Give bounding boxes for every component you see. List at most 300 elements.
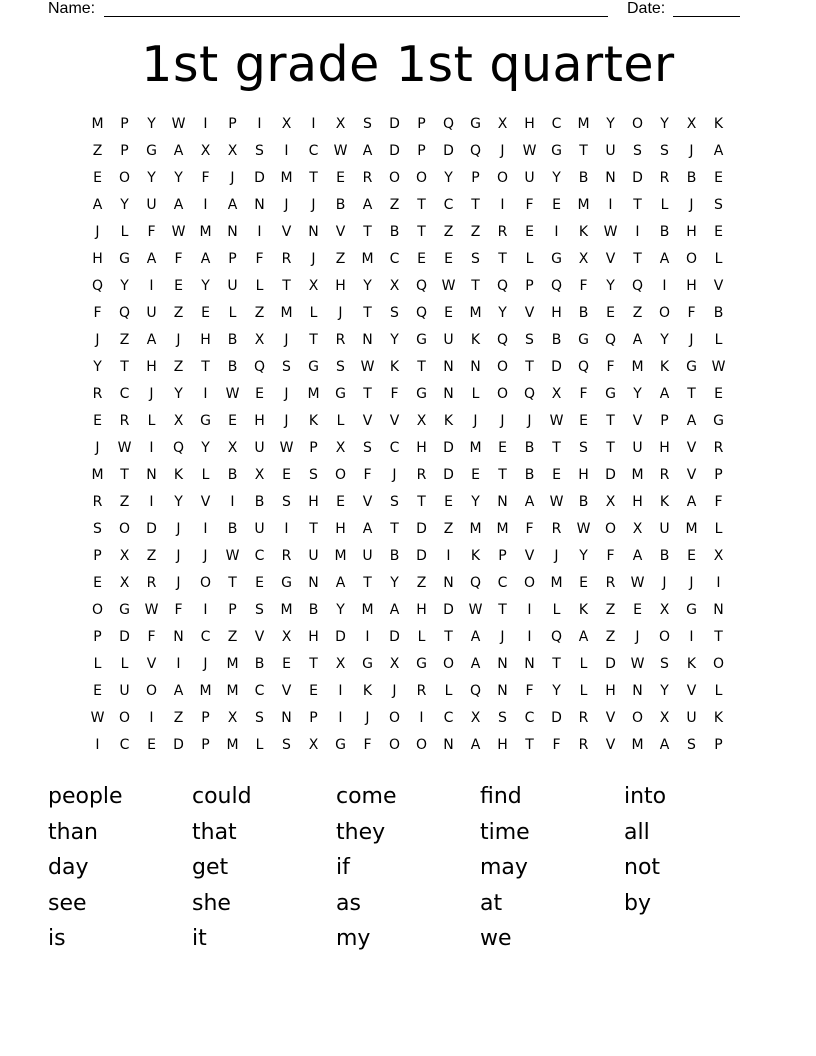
grid-letter[interactable]: X	[281, 116, 292, 132]
grid-letter[interactable]: I	[257, 116, 262, 132]
grid-letter[interactable]: J	[176, 548, 181, 564]
grid-letter[interactable]: S	[255, 710, 264, 726]
grid-letter[interactable]: T	[552, 440, 561, 456]
grid-letter[interactable]: N	[443, 737, 454, 753]
grid-letter[interactable]: F	[201, 170, 210, 186]
grid-letter[interactable]: I	[149, 710, 154, 726]
grid-letter[interactable]: O	[631, 710, 644, 726]
grid-letter[interactable]: Y	[120, 197, 129, 213]
grid-letter[interactable]: J	[527, 413, 532, 429]
grid-letter[interactable]: P	[228, 251, 237, 267]
grid-letter[interactable]: S	[363, 116, 372, 132]
grid-letter[interactable]: Q	[523, 386, 536, 402]
grid-letter[interactable]: F	[525, 197, 534, 213]
grid-letter[interactable]: Y	[363, 278, 372, 294]
grid-letter[interactable]: B	[524, 467, 535, 483]
grid-letter[interactable]: Z	[470, 224, 481, 240]
grid-letter[interactable]: O	[118, 521, 131, 537]
grid-letter[interactable]: E	[255, 575, 264, 591]
grid-letter[interactable]: V	[524, 305, 535, 321]
grid-letter[interactable]: K	[470, 332, 481, 348]
grid-letter[interactable]: T	[417, 359, 426, 375]
grid-letter[interactable]: A	[470, 656, 481, 672]
grid-letter[interactable]: V	[632, 413, 643, 429]
grid-letter[interactable]: H	[497, 737, 508, 753]
grid-letter[interactable]: Z	[119, 494, 130, 510]
grid-letter[interactable]: Y	[390, 332, 399, 348]
grid-letter[interactable]: V	[389, 413, 400, 429]
grid-letter[interactable]: P	[120, 143, 129, 159]
name-blank-line[interactable]	[104, 16, 608, 17]
grid-letter[interactable]: S	[471, 251, 480, 267]
grid-letter[interactable]: I	[716, 575, 721, 591]
grid-letter[interactable]: M	[226, 683, 239, 699]
grid-letter[interactable]: F	[687, 305, 696, 321]
grid-letter[interactable]: T	[498, 251, 507, 267]
grid-letter[interactable]: A	[524, 494, 535, 510]
grid-letter[interactable]: D	[416, 548, 427, 564]
grid-letter[interactable]: K	[659, 359, 670, 375]
grid-letter[interactable]: U	[659, 521, 670, 537]
grid-letter[interactable]: N	[443, 386, 454, 402]
grid-letter[interactable]: E	[255, 386, 264, 402]
grid-letter[interactable]: I	[338, 710, 343, 726]
grid-letter[interactable]: S	[309, 467, 318, 483]
grid-letter[interactable]: D	[632, 170, 643, 186]
grid-letter[interactable]: T	[417, 494, 426, 510]
grid-letter[interactable]: B	[389, 224, 400, 240]
grid-letter[interactable]: I	[203, 602, 208, 618]
grid-letter[interactable]: C	[254, 548, 265, 564]
grid-letter[interactable]: M	[91, 467, 104, 483]
grid-letter[interactable]: H	[146, 359, 157, 375]
grid-letter[interactable]: Y	[498, 305, 507, 321]
grid-letter[interactable]: Z	[605, 602, 616, 618]
grid-letter[interactable]: H	[335, 521, 346, 537]
grid-letter[interactable]: Q	[253, 359, 266, 375]
grid-letter[interactable]: C	[443, 197, 454, 213]
grid-letter[interactable]: C	[308, 143, 319, 159]
grid-letter[interactable]: A	[659, 737, 670, 753]
grid-letter[interactable]: T	[282, 278, 291, 294]
grid-letter[interactable]: L	[471, 386, 480, 402]
date-blank-line[interactable]	[673, 16, 740, 17]
grid-letter[interactable]: J	[284, 332, 289, 348]
grid-letter[interactable]: M	[685, 521, 698, 537]
grid-letter[interactable]: J	[338, 305, 343, 321]
grid-letter[interactable]: W	[225, 548, 240, 564]
grid-letter[interactable]: Q	[469, 575, 482, 591]
grid-letter[interactable]: U	[146, 305, 157, 321]
grid-letter[interactable]: M	[469, 305, 482, 321]
grid-letter[interactable]: S	[255, 143, 264, 159]
grid-letter[interactable]: I	[500, 197, 505, 213]
grid-letter[interactable]: X	[308, 278, 319, 294]
grid-letter[interactable]: T	[363, 575, 372, 591]
grid-letter[interactable]: X	[308, 737, 319, 753]
grid-letter[interactable]: O	[496, 386, 509, 402]
grid-letter[interactable]: E	[282, 656, 291, 672]
grid-letter[interactable]: H	[578, 467, 589, 483]
grid-letter[interactable]: K	[389, 359, 400, 375]
grid-letter[interactable]: Y	[174, 494, 183, 510]
grid-letter[interactable]: A	[659, 251, 670, 267]
grid-letter[interactable]: L	[201, 467, 210, 483]
grid-letter[interactable]: Q	[91, 278, 104, 294]
grid-letter[interactable]: C	[389, 251, 400, 267]
grid-letter[interactable]: W	[90, 710, 105, 726]
grid-letter[interactable]: K	[470, 548, 481, 564]
grid-letter[interactable]: N	[362, 332, 373, 348]
grid-letter[interactable]: A	[173, 683, 184, 699]
grid-letter[interactable]: Z	[443, 521, 454, 537]
grid-letter[interactable]: J	[176, 575, 181, 591]
grid-letter[interactable]: O	[712, 656, 725, 672]
grid-letter[interactable]: U	[605, 143, 616, 159]
grid-letter[interactable]: B	[659, 224, 670, 240]
grid-letter[interactable]: P	[93, 629, 102, 645]
grid-letter[interactable]: O	[415, 170, 428, 186]
grid-letter[interactable]: X	[416, 413, 427, 429]
grid-letter[interactable]: A	[470, 629, 481, 645]
grid-letter[interactable]: X	[659, 710, 670, 726]
grid-letter[interactable]: T	[471, 278, 480, 294]
grid-letter[interactable]: O	[658, 629, 671, 645]
grid-letter[interactable]: E	[282, 467, 291, 483]
grid-letter[interactable]: S	[282, 359, 291, 375]
grid-letter[interactable]: G	[686, 602, 697, 618]
grid-letter[interactable]: J	[149, 386, 154, 402]
grid-letter[interactable]: B	[524, 440, 535, 456]
grid-letter[interactable]: Z	[605, 629, 616, 645]
grid-letter[interactable]: M	[631, 737, 644, 753]
grid-letter[interactable]: W	[360, 359, 375, 375]
grid-letter[interactable]: N	[254, 197, 265, 213]
grid-letter[interactable]: Z	[443, 224, 454, 240]
grid-letter[interactable]: A	[686, 494, 697, 510]
grid-letter[interactable]: W	[117, 440, 132, 456]
grid-letter[interactable]: B	[578, 170, 589, 186]
grid-letter[interactable]: E	[444, 251, 453, 267]
grid-letter[interactable]: S	[336, 359, 345, 375]
grid-letter[interactable]: D	[551, 359, 562, 375]
grid-letter[interactable]: H	[659, 440, 670, 456]
grid-letter[interactable]: M	[226, 737, 239, 753]
grid-letter[interactable]: W	[333, 143, 348, 159]
grid-letter[interactable]: D	[146, 521, 157, 537]
grid-letter[interactable]: S	[390, 305, 399, 321]
grid-letter[interactable]: R	[146, 575, 157, 591]
grid-letter[interactable]: I	[419, 710, 424, 726]
grid-letter[interactable]: W	[630, 656, 645, 672]
grid-letter[interactable]: P	[93, 548, 102, 564]
grid-letter[interactable]: Z	[335, 251, 346, 267]
grid-letter[interactable]: E	[714, 386, 723, 402]
grid-letter[interactable]: T	[417, 224, 426, 240]
grid-letter[interactable]: R	[578, 710, 589, 726]
grid-letter[interactable]: U	[686, 710, 697, 726]
grid-letter[interactable]: A	[578, 629, 589, 645]
grid-letter[interactable]: P	[471, 170, 480, 186]
grid-letter[interactable]: U	[146, 197, 157, 213]
grid-letter[interactable]: P	[660, 413, 669, 429]
grid-letter[interactable]: Q	[442, 116, 455, 132]
grid-letter[interactable]: L	[147, 413, 156, 429]
grid-letter[interactable]: Q	[496, 332, 509, 348]
grid-letter[interactable]: Q	[172, 440, 185, 456]
grid-letter[interactable]: J	[284, 197, 289, 213]
grid-letter[interactable]: L	[525, 251, 534, 267]
grid-letter[interactable]: J	[500, 629, 505, 645]
grid-letter[interactable]: A	[92, 197, 103, 213]
grid-letter[interactable]: I	[203, 386, 208, 402]
grid-letter[interactable]: Q	[550, 629, 563, 645]
grid-letter[interactable]: G	[335, 737, 346, 753]
grid-letter[interactable]: E	[714, 170, 723, 186]
grid-letter[interactable]: P	[228, 116, 237, 132]
grid-letter[interactable]: X	[389, 656, 400, 672]
grid-letter[interactable]: L	[336, 413, 345, 429]
grid-letter[interactable]: E	[525, 224, 534, 240]
grid-letter[interactable]: J	[392, 683, 397, 699]
grid-letter[interactable]: Z	[173, 710, 184, 726]
grid-letter[interactable]: U	[362, 548, 373, 564]
grid-letter[interactable]: O	[631, 116, 644, 132]
grid-letter[interactable]: F	[147, 224, 156, 240]
grid-letter[interactable]: P	[228, 602, 237, 618]
grid-letter[interactable]: A	[173, 143, 184, 159]
grid-letter[interactable]: X	[200, 143, 211, 159]
grid-letter[interactable]: K	[173, 467, 184, 483]
grid-letter[interactable]: R	[578, 737, 589, 753]
grid-letter[interactable]: Z	[632, 305, 643, 321]
grid-letter[interactable]: D	[443, 467, 454, 483]
grid-letter[interactable]: L	[120, 224, 129, 240]
grid-letter[interactable]: P	[714, 467, 723, 483]
grid-letter[interactable]: J	[230, 170, 235, 186]
grid-letter[interactable]: Y	[552, 170, 561, 186]
grid-letter[interactable]: X	[470, 710, 481, 726]
grid-letter[interactable]: H	[551, 305, 562, 321]
grid-letter[interactable]: I	[95, 737, 100, 753]
grid-letter[interactable]: M	[280, 170, 293, 186]
grid-letter[interactable]: D	[443, 440, 454, 456]
grid-letter[interactable]: U	[443, 332, 454, 348]
grid-letter[interactable]: E	[93, 683, 102, 699]
grid-letter[interactable]: I	[554, 224, 559, 240]
grid-letter[interactable]: C	[497, 575, 508, 591]
grid-letter[interactable]: U	[632, 440, 643, 456]
grid-letter[interactable]: V	[686, 683, 697, 699]
grid-letter[interactable]: F	[147, 629, 156, 645]
grid-letter[interactable]: R	[713, 440, 724, 456]
grid-letter[interactable]: R	[659, 467, 670, 483]
grid-letter[interactable]: N	[632, 683, 643, 699]
grid-letter[interactable]: G	[686, 359, 697, 375]
grid-letter[interactable]: I	[284, 521, 289, 537]
grid-letter[interactable]: A	[362, 143, 373, 159]
grid-letter[interactable]: H	[308, 494, 319, 510]
grid-letter[interactable]: H	[524, 116, 535, 132]
grid-letter[interactable]: S	[660, 143, 669, 159]
grid-letter[interactable]: X	[713, 548, 724, 564]
grid-letter[interactable]: B	[335, 197, 346, 213]
grid-letter[interactable]: E	[336, 170, 345, 186]
grid-letter[interactable]: V	[254, 629, 265, 645]
grid-letter[interactable]: B	[686, 170, 697, 186]
grid-letter[interactable]: J	[473, 413, 478, 429]
grid-letter[interactable]: G	[335, 386, 346, 402]
grid-letter[interactable]: D	[551, 710, 562, 726]
grid-letter[interactable]: E	[93, 170, 102, 186]
grid-letter[interactable]: T	[471, 197, 480, 213]
grid-letter[interactable]: W	[603, 224, 618, 240]
grid-letter[interactable]: G	[713, 413, 724, 429]
grid-letter[interactable]: I	[689, 629, 694, 645]
grid-letter[interactable]: R	[92, 494, 103, 510]
grid-letter[interactable]: R	[362, 170, 373, 186]
grid-letter[interactable]: Q	[415, 278, 428, 294]
grid-letter[interactable]: I	[608, 197, 613, 213]
grid-letter[interactable]: B	[659, 548, 670, 564]
grid-letter[interactable]: N	[281, 710, 292, 726]
grid-letter[interactable]: F	[174, 602, 183, 618]
grid-letter[interactable]: Y	[390, 575, 399, 591]
grid-letter[interactable]: C	[119, 737, 130, 753]
grid-letter[interactable]: N	[146, 467, 157, 483]
grid-letter[interactable]: R	[497, 224, 508, 240]
grid-letter[interactable]: O	[442, 656, 455, 672]
grid-letter[interactable]: G	[578, 332, 589, 348]
grid-letter[interactable]: S	[525, 332, 534, 348]
grid-letter[interactable]: W	[549, 413, 564, 429]
grid-letter[interactable]: Y	[660, 332, 669, 348]
grid-letter[interactable]: T	[120, 359, 129, 375]
grid-letter[interactable]: E	[147, 737, 156, 753]
grid-letter[interactable]: P	[714, 737, 723, 753]
grid-letter[interactable]: V	[200, 494, 211, 510]
grid-letter[interactable]: Y	[660, 116, 669, 132]
grid-letter[interactable]: D	[254, 170, 265, 186]
grid-letter[interactable]: T	[309, 656, 318, 672]
grid-letter[interactable]: G	[551, 251, 562, 267]
grid-letter[interactable]: E	[201, 305, 210, 321]
grid-letter[interactable]: B	[227, 332, 238, 348]
grid-letter[interactable]: I	[635, 224, 640, 240]
grid-letter[interactable]: M	[361, 251, 374, 267]
grid-letter[interactable]: M	[280, 305, 293, 321]
grid-letter[interactable]: U	[254, 521, 265, 537]
grid-letter[interactable]: O	[523, 575, 536, 591]
grid-letter[interactable]: L	[714, 332, 723, 348]
grid-letter[interactable]: O	[604, 521, 617, 537]
grid-letter[interactable]: J	[635, 629, 640, 645]
grid-letter[interactable]: N	[308, 575, 319, 591]
grid-letter[interactable]: V	[362, 413, 373, 429]
grid-letter[interactable]: A	[389, 602, 400, 618]
grid-letter[interactable]: N	[524, 656, 535, 672]
grid-letter[interactable]: O	[118, 170, 131, 186]
grid-letter[interactable]: R	[119, 413, 130, 429]
grid-letter[interactable]: L	[444, 683, 453, 699]
grid-letter[interactable]: A	[659, 386, 670, 402]
grid-letter[interactable]: G	[146, 143, 157, 159]
grid-letter[interactable]: M	[334, 548, 347, 564]
grid-letter[interactable]: U	[227, 278, 238, 294]
grid-letter[interactable]: M	[469, 440, 482, 456]
grid-letter[interactable]: K	[578, 602, 589, 618]
grid-letter[interactable]: O	[91, 602, 104, 618]
grid-letter[interactable]: P	[120, 116, 129, 132]
grid-letter[interactable]: I	[203, 521, 208, 537]
grid-letter[interactable]: O	[496, 359, 509, 375]
grid-letter[interactable]: Z	[173, 305, 184, 321]
grid-letter[interactable]: F	[390, 386, 399, 402]
grid-letter[interactable]: A	[362, 197, 373, 213]
grid-letter[interactable]: J	[284, 413, 289, 429]
grid-letter[interactable]: T	[390, 521, 399, 537]
grid-letter[interactable]: T	[525, 359, 534, 375]
grid-letter[interactable]: Z	[146, 548, 157, 564]
grid-letter[interactable]: I	[662, 278, 667, 294]
grid-letter[interactable]: T	[120, 467, 129, 483]
grid-letter[interactable]: V	[281, 683, 292, 699]
grid-letter[interactable]: F	[525, 683, 534, 699]
grid-letter[interactable]: L	[714, 683, 723, 699]
grid-letter[interactable]: G	[308, 359, 319, 375]
grid-letter[interactable]: L	[255, 737, 264, 753]
grid-letter[interactable]: H	[686, 278, 697, 294]
grid-letter[interactable]: Q	[550, 278, 563, 294]
grid-letter[interactable]: A	[713, 143, 724, 159]
grid-letter[interactable]: X	[659, 602, 670, 618]
grid-letter[interactable]: L	[714, 521, 723, 537]
grid-letter[interactable]: T	[444, 629, 453, 645]
grid-letter[interactable]: Q	[604, 332, 617, 348]
grid-letter[interactable]: Y	[201, 440, 210, 456]
grid-letter[interactable]: L	[120, 656, 129, 672]
grid-letter[interactable]: K	[362, 683, 373, 699]
grid-letter[interactable]: O	[388, 710, 401, 726]
grid-letter[interactable]: S	[282, 494, 291, 510]
grid-letter[interactable]: V	[605, 710, 616, 726]
grid-letter[interactable]: G	[416, 332, 427, 348]
grid-letter[interactable]: P	[309, 710, 318, 726]
grid-letter[interactable]: T	[309, 170, 318, 186]
grid-letter[interactable]: I	[149, 440, 154, 456]
grid-letter[interactable]: I	[203, 197, 208, 213]
grid-letter[interactable]: R	[281, 548, 292, 564]
grid-letter[interactable]: K	[686, 656, 697, 672]
grid-letter[interactable]: S	[660, 656, 669, 672]
grid-letter[interactable]: B	[227, 359, 238, 375]
grid-letter[interactable]: Z	[416, 575, 427, 591]
grid-letter[interactable]: A	[173, 197, 184, 213]
grid-letter[interactable]: R	[281, 251, 292, 267]
grid-letter[interactable]: W	[711, 359, 726, 375]
grid-letter[interactable]: V	[686, 467, 697, 483]
grid-letter[interactable]: L	[309, 305, 318, 321]
grid-letter[interactable]: M	[631, 467, 644, 483]
grid-letter[interactable]: G	[605, 386, 616, 402]
grid-letter[interactable]: G	[470, 116, 481, 132]
grid-letter[interactable]: S	[498, 710, 507, 726]
grid-letter[interactable]: N	[497, 494, 508, 510]
grid-letter[interactable]: Q	[415, 305, 428, 321]
grid-letter[interactable]: R	[551, 521, 562, 537]
grid-letter[interactable]: R	[92, 386, 103, 402]
grid-letter[interactable]: G	[362, 656, 373, 672]
